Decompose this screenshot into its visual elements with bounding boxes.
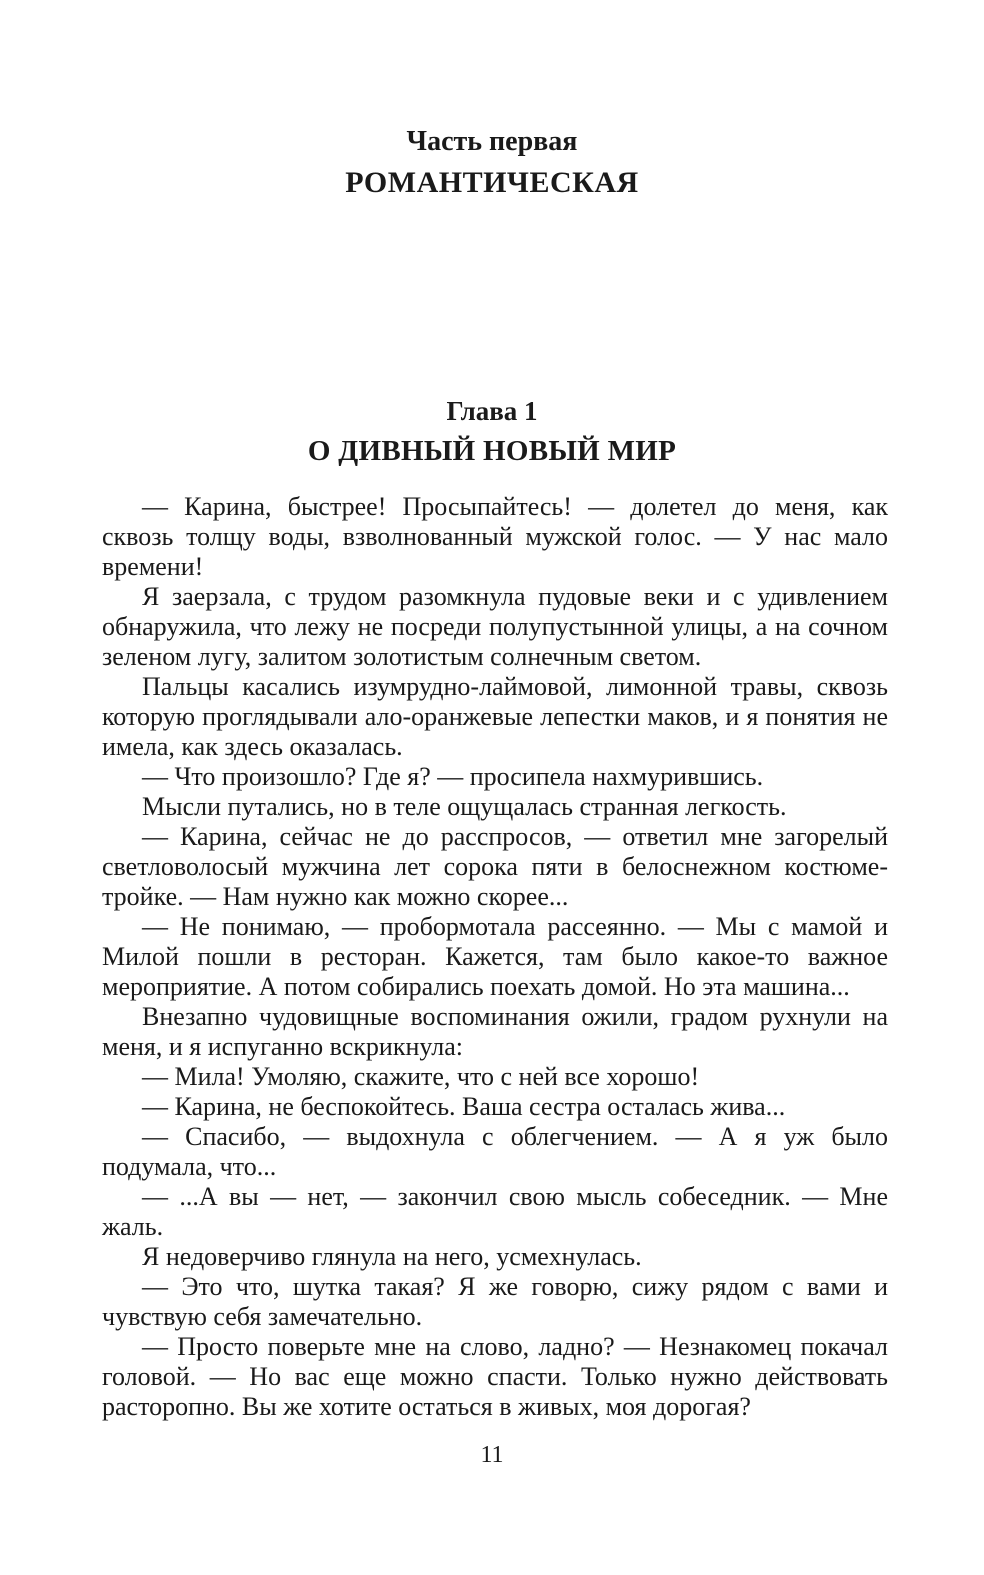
chapter-heading bbox=[0, 392, 984, 472]
paragraph: — Что произошло? Где я? — просипела нахмурившись. bbox=[142, 762, 764, 791]
paragraph: — Карина, сейчас не до расспросов, — ответил мне загорелый светловолосый мужчина лет сорока пяти в белоснежном костюме-тройке. — Нам нужно как можно скорее... bbox=[102, 822, 888, 911]
paragraph: — ...А вы — нет, — закончил свою мысль собеседник. — Мне жаль. bbox=[102, 1182, 888, 1241]
paragraph: — Карина, быстрее! Просыпайтесь! — долетел до меня, как сквозь толщу воды, взволнованный мужской голос. — У нас мало времени! bbox=[102, 492, 888, 581]
paragraph: — Мила! Умоляю, скажите, что с ней все хорошо! bbox=[142, 1062, 700, 1091]
paragraph: Я недоверчиво глянула на него, усмехнулась. bbox=[142, 1242, 642, 1271]
paragraph: Внезапно чудовищные воспоминания ожили, градом рухнули на меня, и я испуганно вскрикнула: bbox=[102, 1002, 888, 1061]
paragraph: Я заерзала, с трудом разомкнула пудовые веки и с удивлением обнаружила, что лежу не посреди полупустынной улицы, а на сочном зеленом лугу, залитом золотистым солнечным светом. bbox=[102, 582, 888, 671]
paragraph: — Просто поверьте мне на слово, ладно? — Незнакомец покачал головой. — Но вас еще можно спасти. Только нужно действовать расторопно. Вы же хотите остаться в живых, моя дорогая? bbox=[102, 1332, 888, 1421]
page-number: 11 bbox=[480, 1442, 504, 1468]
chapter-body bbox=[102, 492, 888, 1422]
paragraph: Мысли путались, но в теле ощущалась странная легкость. bbox=[142, 792, 787, 821]
part-title: РОМАНТИЧЕСКАЯ bbox=[345, 166, 639, 199]
paragraph: — Карина, не беспокойтесь. Ваша сестра осталась жива... bbox=[142, 1092, 786, 1121]
paragraph: — Спасибо, — выдохнула с облегчением. — А я уж было подумала, что... bbox=[102, 1122, 888, 1181]
paragraph: Пальцы касались изумрудно-лаймовой, лимонной травы, сквозь которую проглядывали ало-оранжевые лепестки маков, и я понятия не имела, как здесь оказалась. bbox=[102, 672, 888, 761]
paragraph: — Не понимаю, — пробормотала рассеянно. — Мы с мамой и Милой пошли в ресторан. Кажется, там было какое-то важное мероприятие. А потом собирались поехать домой. Но эта машина... bbox=[102, 912, 888, 1001]
chapter-title: О ДИВНЫЙ НОВЫЙ МИР bbox=[307, 435, 677, 467]
part-label: Часть первая bbox=[406, 126, 578, 157]
part-heading bbox=[0, 122, 984, 204]
chapter-label: Глава 1 bbox=[446, 396, 538, 426]
paragraph: — Это что, шутка такая? Я же говорю, сижу рядом с вами и чувствую себя замечательно. bbox=[102, 1272, 888, 1331]
